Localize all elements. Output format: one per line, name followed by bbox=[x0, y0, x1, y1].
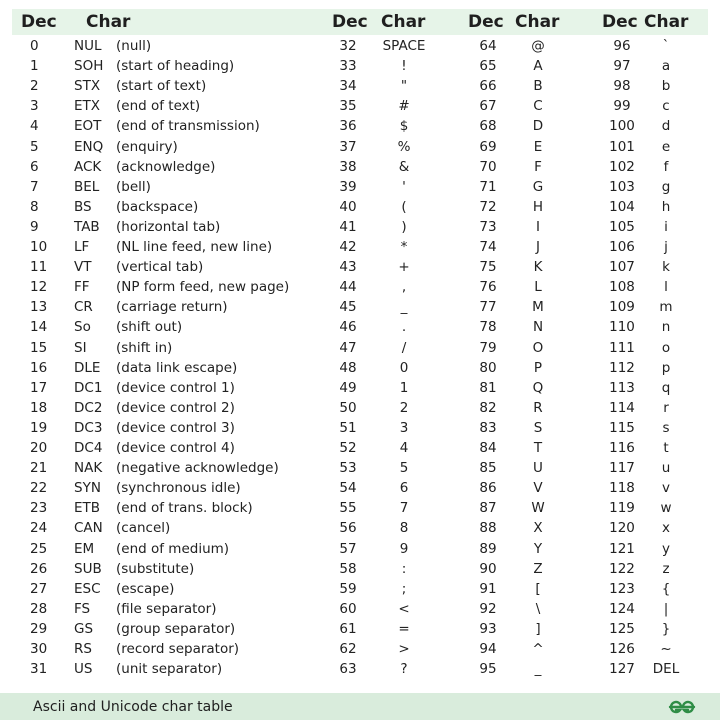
group1-row-25-char: EM bbox=[74, 540, 95, 557]
group2-row-10-dec: 42 bbox=[339, 239, 357, 255]
group4-row-19-dec: 115 bbox=[609, 419, 635, 436]
group2-row-28-char: < bbox=[398, 600, 410, 617]
group2-row-3-dec: 35 bbox=[339, 98, 357, 115]
group1-row-13-char: CR bbox=[74, 299, 93, 316]
group1-row-23-char: ETB bbox=[74, 500, 101, 517]
group3-row-26-dec: 90 bbox=[479, 560, 497, 577]
group3-row-23-dec: 87 bbox=[479, 500, 497, 517]
group1-row-12-desc: (NP form feed, new page) bbox=[116, 279, 290, 296]
group2-row-8-dec: 40 bbox=[339, 198, 357, 215]
group3-row-21-dec: 85 bbox=[479, 460, 497, 477]
group4-row-5-char: e bbox=[661, 138, 671, 155]
group2-row-5-dec: 37 bbox=[339, 138, 357, 155]
group2-row-24-dec: 56 bbox=[339, 520, 357, 537]
group2-row-6-char: & bbox=[398, 158, 410, 175]
group3-row-1-char: A bbox=[533, 58, 543, 75]
group1-row-17-char: DC1 bbox=[74, 379, 103, 396]
group2-row-4-char: $ bbox=[399, 118, 409, 135]
group3-row-27-dec: 91 bbox=[479, 580, 497, 597]
group1-row-6-dec: 6 bbox=[30, 158, 39, 175]
group3-row-14-dec: 78 bbox=[479, 319, 497, 336]
group1-row-27-dec: 27 bbox=[30, 580, 48, 597]
group3-row-0-dec: 64 bbox=[479, 38, 497, 54]
group1-row-29-char: GS bbox=[74, 620, 94, 637]
group2-row-31-dec: 63 bbox=[339, 661, 357, 678]
group3-row-13-char: M bbox=[532, 299, 544, 316]
group1-row-8-char: BS bbox=[74, 198, 92, 215]
group2-row-15-char: / bbox=[401, 339, 407, 356]
group3-row-0-char: @ bbox=[531, 38, 545, 54]
group4-row-28-char: | bbox=[663, 600, 669, 617]
group2-row-9-dec: 41 bbox=[339, 218, 357, 235]
group2-row-4-dec: 36 bbox=[339, 118, 357, 135]
group4-row-4-char: d bbox=[661, 118, 671, 135]
group2-row-12-dec: 44 bbox=[339, 279, 357, 296]
group1-row-11-char: VT bbox=[74, 259, 92, 276]
group3-row-26-char: Z bbox=[533, 560, 543, 577]
group2-row-20-char: 4 bbox=[399, 440, 409, 456]
group1-row-17-desc: (device control 1) bbox=[116, 379, 235, 396]
header-char-3: Char bbox=[515, 12, 560, 32]
group3-row-29-char: ] bbox=[535, 620, 541, 637]
group2-row-27-char: ; bbox=[401, 580, 407, 597]
group4-row-17-dec: 113 bbox=[609, 379, 635, 396]
group2-row-6-dec: 38 bbox=[339, 158, 357, 175]
header-char-2: Char bbox=[381, 12, 426, 32]
group4-row-30-dec: 126 bbox=[609, 641, 635, 657]
group4-row-14-dec: 110 bbox=[609, 319, 635, 336]
group1-row-17-dec: 17 bbox=[30, 379, 48, 396]
group4-row-8-char: h bbox=[661, 198, 671, 215]
group3-row-9-char: I bbox=[536, 218, 540, 235]
group4-row-0-char: ` bbox=[662, 38, 670, 54]
group2-row-16-dec: 48 bbox=[339, 359, 357, 376]
group1-row-3-char: ETX bbox=[74, 98, 101, 115]
group2-row-11-dec: 43 bbox=[339, 259, 357, 276]
group3-row-21-char: U bbox=[533, 460, 543, 477]
group1-row-22-desc: (synchronous idle) bbox=[116, 480, 241, 497]
group1-row-14-desc: (shift out) bbox=[116, 319, 183, 336]
group1-row-18-char: DC2 bbox=[74, 399, 103, 416]
group1-row-3-dec: 3 bbox=[30, 98, 39, 115]
group1-row-22-char: SYN bbox=[74, 480, 101, 497]
group1-row-10-dec: 10 bbox=[30, 239, 48, 255]
group4-row-3-dec: 99 bbox=[613, 98, 631, 115]
group1-row-31-char: US bbox=[74, 661, 93, 678]
group3-row-17-char: Q bbox=[532, 379, 544, 396]
group2-row-11-char: + bbox=[398, 259, 410, 276]
group1-row-20-dec: 20 bbox=[30, 440, 48, 456]
group3-row-6-dec: 70 bbox=[479, 158, 497, 175]
group1-row-11-dec: 11 bbox=[30, 259, 48, 276]
group4-row-23-dec: 119 bbox=[609, 500, 635, 517]
group1-row-4-char: EOT bbox=[74, 118, 102, 135]
group1-row-9-desc: (horizontal tab) bbox=[116, 218, 221, 235]
group4-row-29-dec: 125 bbox=[609, 620, 635, 637]
group1-row-21-dec: 21 bbox=[30, 460, 48, 477]
group3-row-12-dec: 76 bbox=[479, 279, 497, 296]
group3-row-18-dec: 82 bbox=[479, 399, 497, 416]
group3-row-2-dec: 66 bbox=[479, 78, 497, 95]
group2-row-19-char: 3 bbox=[399, 419, 409, 436]
group4-row-1-dec: 97 bbox=[613, 58, 631, 75]
group1-row-1-dec: 1 bbox=[30, 58, 39, 75]
group1-row-9-dec: 9 bbox=[30, 218, 39, 235]
group2-row-25-dec: 57 bbox=[339, 540, 357, 557]
group2-row-26-char: : bbox=[401, 560, 407, 577]
group1-row-2-desc: (start of text) bbox=[116, 78, 207, 95]
group2-row-7-char: ' bbox=[402, 178, 406, 195]
group3-row-22-dec: 86 bbox=[479, 480, 497, 497]
group2-row-3-char: # bbox=[398, 98, 410, 115]
group2-row-1-dec: 33 bbox=[339, 58, 357, 75]
group3-row-9-dec: 73 bbox=[479, 218, 497, 235]
group1-row-3-desc: (end of text) bbox=[116, 98, 201, 115]
group3-row-20-dec: 84 bbox=[479, 440, 497, 456]
group4-row-18-dec: 114 bbox=[609, 399, 635, 416]
group3-row-31-char: _ bbox=[534, 661, 542, 678]
group3-row-19-dec: 83 bbox=[479, 419, 497, 436]
group1-row-4-desc: (end of transmission) bbox=[116, 118, 260, 135]
group2-row-15-dec: 47 bbox=[339, 339, 357, 356]
group3-row-16-char: P bbox=[533, 359, 543, 376]
group3-row-11-char: K bbox=[533, 259, 543, 276]
group3-row-23-char: W bbox=[531, 500, 545, 517]
group3-row-16-dec: 80 bbox=[479, 359, 497, 376]
group3-row-2-char: B bbox=[533, 78, 543, 95]
group1-row-26-desc: (substitute) bbox=[116, 560, 195, 577]
group2-row-2-char: " bbox=[400, 78, 408, 95]
group2-row-20-dec: 52 bbox=[339, 440, 357, 456]
group1-row-21-desc: (negative acknowledge) bbox=[116, 460, 279, 477]
group4-row-20-char: t bbox=[663, 440, 669, 456]
group1-row-23-desc: (end of trans. block) bbox=[116, 500, 253, 517]
group1-row-9-char: TAB bbox=[74, 218, 100, 235]
header-char-1: Char bbox=[86, 12, 131, 32]
group4-row-30-char: ~ bbox=[660, 641, 672, 657]
footer-bar bbox=[0, 693, 720, 720]
group4-row-24-dec: 120 bbox=[609, 520, 635, 537]
group3-row-11-dec: 75 bbox=[479, 259, 497, 276]
group1-row-25-desc: (end of medium) bbox=[116, 540, 230, 557]
group1-row-7-char: BEL bbox=[74, 178, 100, 195]
group2-row-8-char: ( bbox=[401, 198, 407, 215]
group3-row-15-dec: 79 bbox=[479, 339, 497, 356]
group3-row-31-dec: 95 bbox=[479, 661, 497, 678]
group2-row-12-char: , bbox=[401, 279, 407, 296]
group4-row-14-char: n bbox=[661, 319, 671, 336]
group2-row-21-dec: 53 bbox=[339, 460, 357, 477]
group3-row-5-char: E bbox=[533, 138, 543, 155]
group1-row-8-desc: (backspace) bbox=[116, 198, 199, 215]
group1-row-28-char: FS bbox=[74, 600, 91, 617]
group1-row-1-desc: (start of heading) bbox=[116, 58, 235, 75]
group3-row-4-char: D bbox=[532, 118, 544, 135]
group4-row-13-dec: 109 bbox=[609, 299, 635, 316]
group2-row-1-char: ! bbox=[401, 58, 407, 75]
group4-row-22-char: v bbox=[662, 480, 670, 497]
group2-row-10-char: * bbox=[400, 239, 408, 255]
footer-title: Ascii and Unicode char table bbox=[33, 699, 233, 715]
group3-row-6-char: F bbox=[534, 158, 542, 175]
group2-row-30-char: > bbox=[398, 641, 410, 657]
group1-row-24-desc: (cancel) bbox=[116, 520, 171, 537]
group4-row-15-dec: 111 bbox=[609, 339, 635, 356]
group4-row-26-char: z bbox=[662, 560, 670, 577]
header-dec-3: Dec bbox=[468, 12, 504, 32]
group4-row-6-char: f bbox=[663, 158, 669, 175]
group3-row-14-char: N bbox=[532, 319, 544, 336]
group1-row-20-desc: (device control 4) bbox=[116, 440, 235, 456]
group4-row-16-char: p bbox=[661, 359, 671, 376]
group4-row-8-dec: 104 bbox=[609, 198, 635, 215]
group3-row-3-dec: 67 bbox=[479, 98, 497, 115]
group3-row-22-char: V bbox=[533, 480, 543, 497]
header-dec-4: Dec bbox=[602, 12, 638, 32]
group1-row-16-char: DLE bbox=[74, 359, 101, 376]
group4-row-27-char: { bbox=[661, 580, 671, 597]
group2-row-25-char: 9 bbox=[399, 540, 409, 557]
group1-row-10-char: LF bbox=[74, 239, 90, 255]
group1-row-15-dec: 15 bbox=[30, 339, 48, 356]
group1-row-30-char: RS bbox=[74, 641, 92, 657]
group1-row-1-char: SOH bbox=[74, 58, 104, 75]
group4-row-31-char: DEL bbox=[652, 661, 680, 678]
group2-row-31-char: ? bbox=[400, 661, 408, 678]
group3-row-10-char: J bbox=[536, 239, 540, 255]
group4-row-21-char: u bbox=[661, 460, 671, 477]
group4-row-11-dec: 107 bbox=[609, 259, 635, 276]
group1-row-11-desc: (vertical tab) bbox=[116, 259, 204, 276]
group1-row-20-char: DC4 bbox=[74, 440, 103, 456]
group3-row-30-dec: 94 bbox=[479, 641, 497, 657]
group3-row-15-char: O bbox=[532, 339, 544, 356]
group4-row-10-dec: 106 bbox=[609, 239, 635, 255]
group3-row-3-char: C bbox=[533, 98, 543, 115]
group1-row-15-char: SI bbox=[74, 339, 87, 356]
group2-row-22-char: 6 bbox=[399, 480, 409, 497]
group3-row-1-dec: 65 bbox=[479, 58, 497, 75]
group1-row-27-desc: (escape) bbox=[116, 580, 175, 597]
group4-row-2-char: b bbox=[661, 78, 671, 95]
group3-row-29-dec: 93 bbox=[479, 620, 497, 637]
group4-row-1-char: a bbox=[661, 58, 671, 75]
group1-row-23-dec: 23 bbox=[30, 500, 48, 517]
group4-row-25-char: y bbox=[662, 540, 670, 557]
group2-row-14-char: . bbox=[401, 319, 407, 336]
group3-row-24-char: X bbox=[533, 520, 543, 537]
group1-row-13-desc: (carriage return) bbox=[116, 299, 228, 316]
group4-row-25-dec: 121 bbox=[609, 540, 635, 557]
group1-row-26-dec: 26 bbox=[30, 560, 48, 577]
group2-row-23-dec: 55 bbox=[339, 500, 357, 517]
group1-row-13-dec: 13 bbox=[30, 299, 48, 316]
group2-row-27-dec: 59 bbox=[339, 580, 357, 597]
group4-row-9-char: i bbox=[664, 218, 668, 235]
group3-row-5-dec: 69 bbox=[479, 138, 497, 155]
group1-row-0-dec: 0 bbox=[30, 38, 39, 54]
group2-row-19-dec: 51 bbox=[339, 419, 357, 436]
group2-row-5-char: % bbox=[397, 138, 411, 155]
header-dec-2: Dec bbox=[332, 12, 368, 32]
group3-row-25-char: Y bbox=[533, 540, 543, 557]
group1-row-16-dec: 16 bbox=[30, 359, 48, 376]
group4-row-31-dec: 127 bbox=[609, 661, 635, 678]
group4-row-7-char: g bbox=[661, 178, 671, 195]
group4-row-23-char: w bbox=[660, 500, 672, 517]
group1-row-24-char: CAN bbox=[74, 520, 103, 537]
group2-row-24-char: 8 bbox=[399, 520, 409, 537]
group1-row-6-desc: (acknowledge) bbox=[116, 158, 216, 175]
group3-row-13-dec: 77 bbox=[479, 299, 497, 316]
group4-row-21-dec: 117 bbox=[609, 460, 635, 477]
group3-row-28-char: \ bbox=[535, 600, 541, 617]
group2-row-2-dec: 34 bbox=[339, 78, 357, 95]
group4-row-9-dec: 105 bbox=[609, 218, 635, 235]
group1-row-26-char: SUB bbox=[74, 560, 102, 577]
group3-row-25-dec: 89 bbox=[479, 540, 497, 557]
group3-row-7-char: G bbox=[532, 178, 544, 195]
group1-row-7-dec: 7 bbox=[30, 178, 39, 195]
group4-row-20-dec: 116 bbox=[609, 440, 635, 456]
group1-row-22-dec: 22 bbox=[30, 480, 48, 497]
group1-row-5-char: ENQ bbox=[74, 138, 104, 155]
group3-row-8-dec: 72 bbox=[479, 198, 497, 215]
group1-row-5-desc: (enquiry) bbox=[116, 138, 178, 155]
group1-row-6-char: ACK bbox=[74, 158, 102, 175]
group2-row-0-dec: 32 bbox=[339, 38, 357, 54]
group1-row-19-char: DC3 bbox=[74, 419, 103, 436]
group2-row-29-dec: 61 bbox=[339, 620, 357, 637]
group1-row-27-char: ESC bbox=[74, 580, 101, 597]
group1-row-14-char: So bbox=[74, 319, 91, 336]
group2-row-21-char: 5 bbox=[399, 460, 409, 477]
group1-row-7-desc: (bell) bbox=[116, 178, 151, 195]
group1-row-0-desc: (null) bbox=[116, 38, 152, 54]
group1-row-29-desc: (group separator) bbox=[116, 620, 236, 637]
group1-row-12-dec: 12 bbox=[30, 279, 48, 296]
group3-row-30-char: ^ bbox=[532, 641, 544, 657]
group4-row-6-dec: 102 bbox=[609, 158, 635, 175]
group1-row-4-dec: 4 bbox=[30, 118, 39, 135]
group4-row-13-char: m bbox=[659, 299, 673, 316]
group4-row-24-char: x bbox=[662, 520, 670, 537]
group4-row-16-dec: 112 bbox=[609, 359, 635, 376]
group1-row-18-desc: (device control 2) bbox=[116, 399, 235, 416]
group1-row-29-dec: 29 bbox=[30, 620, 48, 637]
group4-row-11-char: k bbox=[662, 259, 670, 276]
group1-row-15-desc: (shift in) bbox=[116, 339, 173, 356]
group4-row-27-dec: 123 bbox=[609, 580, 635, 597]
group2-row-17-char: 1 bbox=[399, 379, 409, 396]
group1-row-12-char: FF bbox=[74, 279, 90, 296]
group2-row-28-dec: 60 bbox=[339, 600, 357, 617]
group1-row-2-char: STX bbox=[74, 78, 101, 95]
group4-row-0-dec: 96 bbox=[613, 38, 631, 54]
group2-row-18-char: 2 bbox=[399, 399, 409, 416]
group3-row-7-dec: 71 bbox=[479, 178, 497, 195]
group1-row-30-dec: 30 bbox=[30, 641, 48, 657]
group1-row-30-desc: (record separator) bbox=[116, 641, 240, 657]
group4-row-7-dec: 103 bbox=[609, 178, 635, 195]
group4-row-17-char: q bbox=[661, 379, 671, 396]
group4-row-18-char: r bbox=[663, 399, 669, 416]
group2-row-17-dec: 49 bbox=[339, 379, 357, 396]
group1-row-19-desc: (device control 3) bbox=[116, 419, 235, 436]
group4-row-3-char: c bbox=[662, 98, 670, 115]
group3-row-8-char: H bbox=[532, 198, 544, 215]
group4-row-26-dec: 122 bbox=[609, 560, 635, 577]
group2-row-26-dec: 58 bbox=[339, 560, 357, 577]
group3-row-19-char: S bbox=[533, 419, 543, 436]
group4-row-2-dec: 98 bbox=[613, 78, 631, 95]
group2-row-18-dec: 50 bbox=[339, 399, 357, 416]
group2-row-14-dec: 46 bbox=[339, 319, 357, 336]
group1-row-24-dec: 24 bbox=[30, 520, 48, 537]
group1-row-18-dec: 18 bbox=[30, 399, 48, 416]
group4-row-29-char: } bbox=[661, 620, 671, 637]
group2-row-16-char: 0 bbox=[399, 359, 409, 376]
group1-row-28-dec: 28 bbox=[30, 600, 48, 617]
group1-row-8-dec: 8 bbox=[30, 198, 39, 215]
group2-row-13-char: _ bbox=[400, 299, 408, 316]
group1-row-21-char: NAK bbox=[74, 460, 103, 477]
group1-row-5-dec: 5 bbox=[30, 138, 39, 155]
header-char-4: Char bbox=[644, 12, 689, 32]
group1-row-25-dec: 25 bbox=[30, 540, 48, 557]
group2-row-0-char: SPACE bbox=[382, 38, 426, 54]
group3-row-20-char: T bbox=[533, 440, 543, 456]
group3-row-24-dec: 88 bbox=[479, 520, 497, 537]
group2-row-23-char: 7 bbox=[399, 500, 409, 517]
group1-row-31-desc: (unit separator) bbox=[116, 661, 223, 678]
group3-row-4-dec: 68 bbox=[479, 118, 497, 135]
group4-row-4-dec: 100 bbox=[609, 118, 635, 135]
group4-row-22-dec: 118 bbox=[609, 480, 635, 497]
header-dec-1: Dec bbox=[21, 12, 57, 32]
group1-row-19-dec: 19 bbox=[30, 419, 48, 436]
group2-row-22-dec: 54 bbox=[339, 480, 357, 497]
group4-row-12-char: l bbox=[664, 279, 668, 296]
group1-row-16-desc: (data link escape) bbox=[116, 359, 238, 376]
group3-row-12-char: L bbox=[534, 279, 542, 296]
group3-row-10-dec: 74 bbox=[479, 239, 497, 255]
group2-row-9-char: ) bbox=[401, 218, 407, 235]
group3-row-18-char: R bbox=[533, 399, 543, 416]
group1-row-28-desc: (file separator) bbox=[116, 600, 217, 617]
group4-row-10-char: j bbox=[664, 239, 668, 255]
group1-row-14-dec: 14 bbox=[30, 319, 48, 336]
group3-row-17-dec: 81 bbox=[479, 379, 497, 396]
group4-row-12-dec: 108 bbox=[609, 279, 635, 296]
group2-row-30-dec: 62 bbox=[339, 641, 357, 657]
group1-row-10-desc: (NL line feed, new line) bbox=[116, 239, 273, 255]
group1-row-31-dec: 31 bbox=[30, 661, 48, 678]
group4-row-19-char: s bbox=[662, 419, 670, 436]
gfg-logo-icon bbox=[668, 700, 696, 714]
group1-row-0-char: NUL bbox=[74, 38, 102, 54]
group2-row-29-char: = bbox=[398, 620, 410, 637]
group4-row-28-dec: 124 bbox=[609, 600, 635, 617]
group2-row-13-dec: 45 bbox=[339, 299, 357, 316]
group4-row-5-dec: 101 bbox=[609, 138, 635, 155]
group3-row-28-dec: 92 bbox=[479, 600, 497, 617]
group2-row-7-dec: 39 bbox=[339, 178, 357, 195]
group1-row-2-dec: 2 bbox=[30, 78, 39, 95]
group4-row-15-char: o bbox=[661, 339, 671, 356]
group3-row-27-char: [ bbox=[535, 580, 541, 597]
